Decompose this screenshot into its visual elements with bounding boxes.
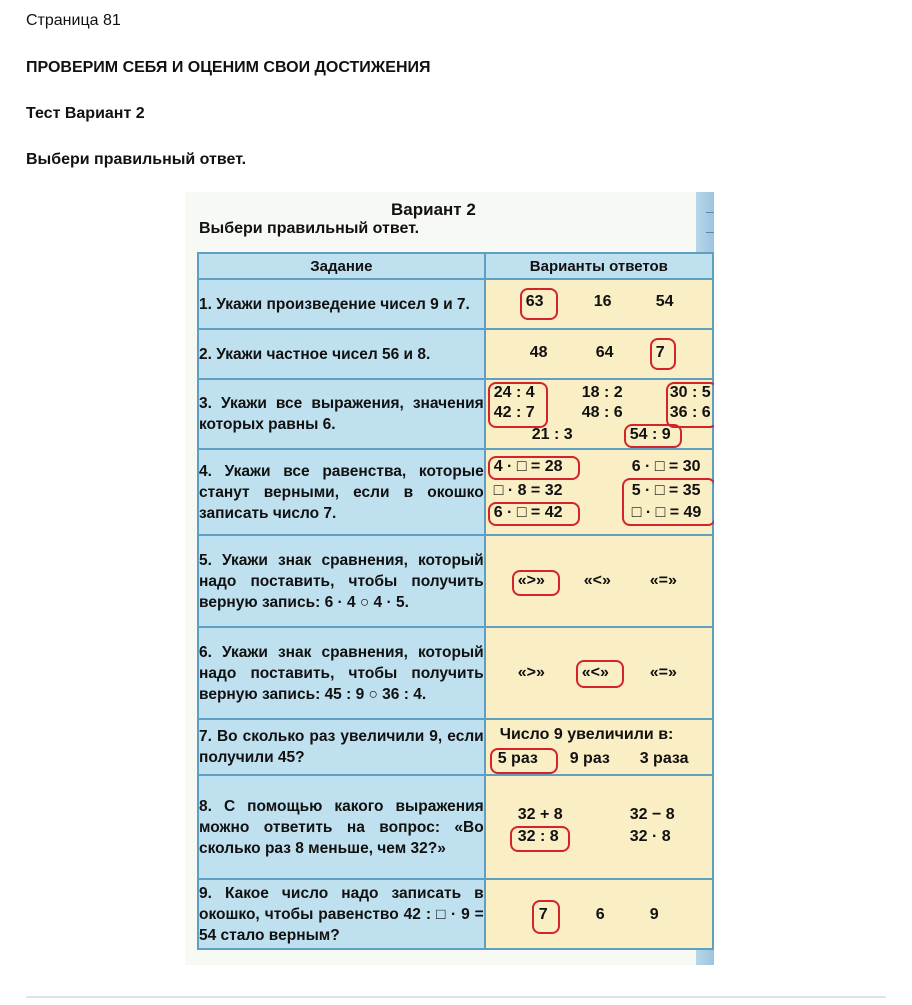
answer-option[interactable]: 42 : 7: [493, 404, 535, 421]
textbook-scan: [185, 192, 714, 965]
answer-option[interactable]: 32 · 8: [629, 828, 671, 845]
answer-option[interactable]: «<»: [581, 664, 609, 681]
answer-option[interactable]: «>»: [517, 664, 545, 681]
test-instruction: Выбери правильный ответ.: [26, 151, 247, 168]
answer-intro: Число 9 увеличили в:: [499, 726, 674, 743]
answer-option[interactable]: 63: [525, 293, 544, 310]
task-text: 9. Какое число надо записать в окошко, чтобы равенство 42 : □ · 9 = 54 стало верным?: [198, 879, 485, 949]
answer-option[interactable]: 3 раза: [639, 750, 689, 767]
answer-option[interactable]: 9: [649, 906, 659, 923]
answer-option[interactable]: «=»: [649, 572, 677, 589]
task-text: 1. Укажи произведение чисел 9 и 7.: [198, 279, 485, 329]
answer-option[interactable]: 5 раз: [497, 750, 538, 767]
answer-cell: [485, 449, 713, 535]
answer-option[interactable]: 6 · □ = 42: [493, 504, 563, 521]
table-row: [198, 449, 713, 535]
col-answers-header: Варианты ответов: [485, 253, 713, 279]
variant-instruction: Выбери правильный ответ.: [199, 220, 420, 237]
task-text: 8. С помощью какого выражения можно ответить на вопрос: «Во сколько раз 8 меньше, чем 32?»: [198, 775, 485, 879]
answer-cell: [485, 719, 713, 775]
answer-option[interactable]: 64: [595, 344, 614, 361]
table-row: [198, 379, 713, 449]
answer-cell: [485, 879, 713, 949]
answer-option[interactable]: 48: [529, 344, 548, 361]
answer-option[interactable]: 7: [538, 906, 548, 923]
table-row: [198, 879, 713, 949]
answer-cell: [485, 329, 713, 379]
task-text: 7. Во сколько раз увеличили 9, если получили 45?: [198, 719, 485, 775]
answer-option[interactable]: 6: [595, 906, 605, 923]
answer-option[interactable]: 4 · □ = 28: [493, 458, 563, 475]
page-title: ПРОВЕРИМ СЕБЯ И ОЦЕНИМ СВОИ ДОСТИЖЕНИЯ: [26, 59, 431, 76]
task-text: 2. Укажи частное чисел 56 и 8.: [198, 329, 485, 379]
table-row: [198, 775, 713, 879]
test-subtitle: Тест Вариант 2: [26, 105, 145, 122]
answer-option[interactable]: □ · □ = 49: [631, 504, 702, 521]
answer-option[interactable]: «<»: [583, 572, 611, 589]
page-number: Страница 81: [26, 12, 121, 29]
answer-cell: [485, 775, 713, 879]
answer-cell: [485, 279, 713, 329]
task-text: 6. Укажи знак сравнения, который надо поставить, чтобы получить верную запись: 45 : 9 ○ 36 : 4.: [198, 627, 485, 719]
answer-option[interactable]: 32 − 8: [629, 806, 675, 823]
answer-cell: [485, 535, 713, 627]
answer-option[interactable]: 9 раз: [569, 750, 610, 767]
answer-option[interactable]: 24 : 4: [493, 384, 535, 401]
table-row: [198, 329, 713, 379]
task-text: 5. Укажи знак сравнения, который надо поставить, чтобы получить верную запись: 6 · 4 ○ 4 · 5.: [198, 535, 485, 627]
answer-cell: [485, 379, 713, 449]
answer-option[interactable]: 7: [655, 344, 665, 361]
answer-option[interactable]: «=»: [649, 664, 677, 681]
table-header-row: [198, 253, 713, 279]
answer-cell: [485, 627, 713, 719]
answer-option[interactable]: 18 : 2: [581, 384, 623, 401]
table-row: [198, 719, 713, 775]
test-table: [197, 252, 714, 950]
table-row: [198, 627, 713, 719]
answer-option[interactable]: 21 : 3: [531, 426, 573, 443]
answer-option[interactable]: 54: [655, 293, 674, 310]
table-row: [198, 535, 713, 627]
task-text: 4. Укажи все равенства, которые станут верными, если в окошко записать число 7.: [198, 449, 485, 535]
answer-option[interactable]: «>»: [517, 572, 545, 589]
col-task-header: Задание: [198, 253, 485, 279]
answer-option[interactable]: 6 · □ = 30: [631, 458, 701, 475]
table-row: [198, 279, 713, 329]
answer-option[interactable]: 36 : 6: [669, 404, 711, 421]
answer-option[interactable]: 54 : 9: [629, 426, 671, 443]
answer-option[interactable]: 48 : 6: [581, 404, 623, 421]
answer-option[interactable]: □ · 8 = 32: [493, 482, 563, 499]
task-text: 3. Укажи все выражения, значения которых равны 6.: [198, 379, 485, 449]
answer-option[interactable]: 16: [593, 293, 612, 310]
variant-title: Вариант 2: [391, 200, 476, 219]
answer-option[interactable]: 30 : 5: [669, 384, 711, 401]
answer-option[interactable]: 5 · □ = 35: [631, 482, 701, 499]
answer-option[interactable]: 32 : 8: [517, 828, 559, 845]
answer-option[interactable]: 32 + 8: [517, 806, 563, 823]
divider: [26, 996, 886, 998]
